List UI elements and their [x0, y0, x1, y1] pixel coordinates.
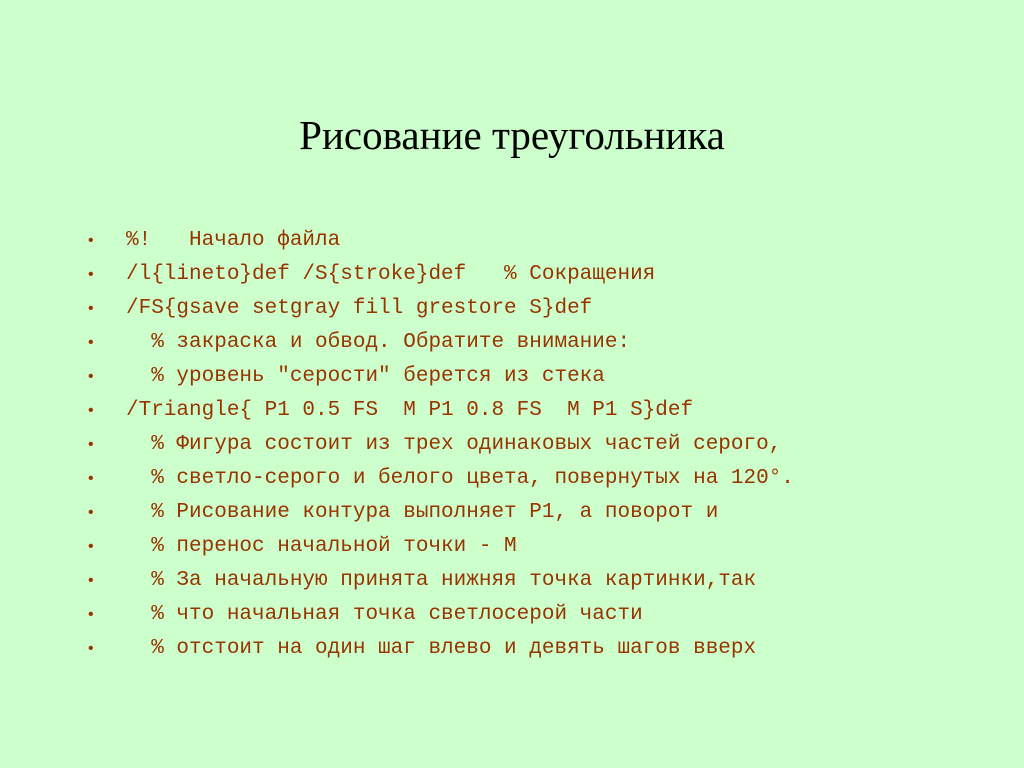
code-line: %! Начало файла	[126, 229, 341, 252]
code-line: /Triangle{ P1 0.5 FS M P1 0.8 FS M P1 S}def	[126, 399, 694, 422]
bullet-icon: •	[88, 300, 94, 317]
bullet-icon: •	[88, 266, 94, 283]
bullet-icon: •	[88, 572, 94, 589]
bullet-icon: •	[88, 538, 94, 555]
code-line: % уровень "серости" берется из стека	[126, 365, 605, 388]
code-line: % Рисование контура выполняет P1, а поворот и	[126, 501, 719, 524]
code-line: % За начальную принята нижняя точка картинки,так	[126, 569, 757, 592]
bullet-icon: •	[88, 334, 94, 351]
bullet-icon: •	[88, 402, 94, 419]
bullet-icon: •	[88, 504, 94, 521]
bullet-icon: •	[88, 640, 94, 657]
slide-title: Рисование треугольника	[299, 112, 725, 158]
bullet-icon: •	[88, 436, 94, 453]
code-line: % что начальная точка светлосерой части	[126, 603, 643, 626]
code-line: % светло-серого и белого цвета, повернутых на 120°.	[126, 467, 794, 490]
code-line: % Фигура состоит из трех одинаковых частей серого,	[126, 433, 782, 456]
code-line: % закраска и обвод. Обратите внимание:	[126, 331, 631, 354]
bullet-icon: •	[88, 368, 94, 385]
code-line: /l{lineto}def /S{stroke}def % Сокращения	[126, 263, 656, 286]
bullet-icon: •	[88, 470, 94, 487]
bullet-icon: •	[88, 232, 94, 249]
code-line: /FS{gsave setgray fill grestore S}def	[126, 297, 593, 320]
bullet-icon: •	[88, 606, 94, 623]
code-line: % перенос начальной точки - M	[126, 535, 517, 558]
code-line: % отстоит на один шаг влево и девять шагов вверх	[126, 637, 757, 660]
